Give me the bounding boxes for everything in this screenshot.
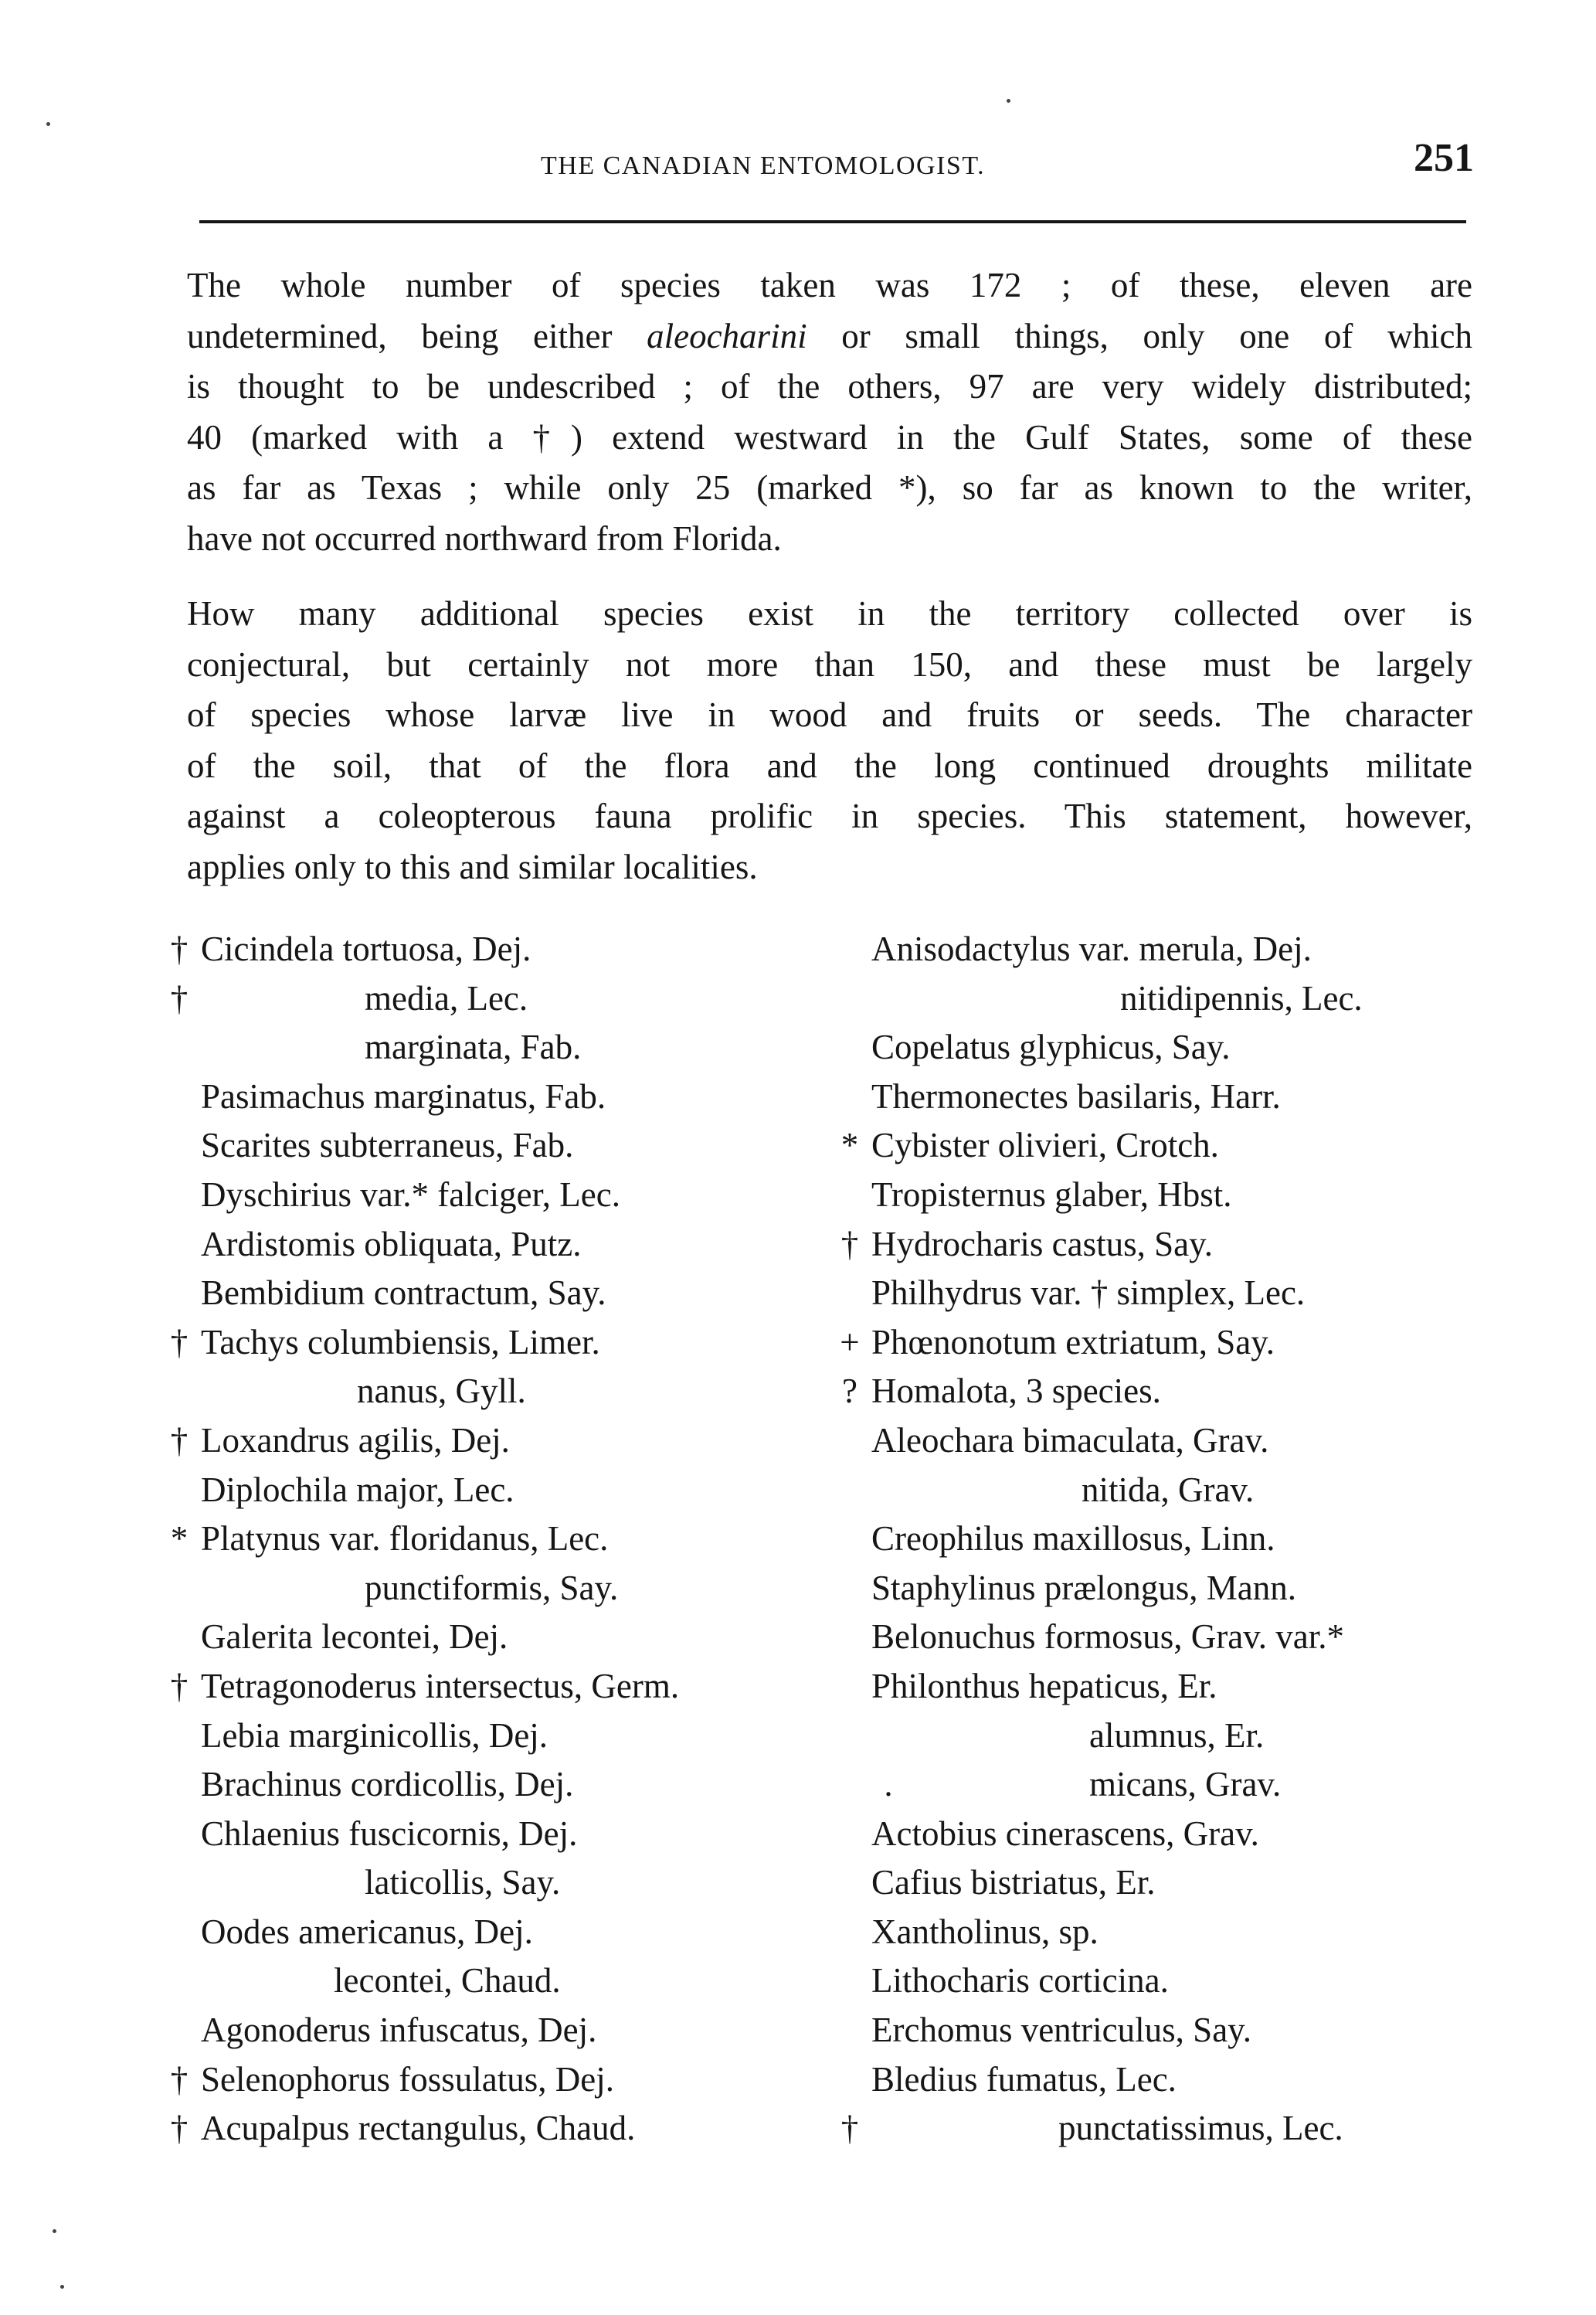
text-segment: or small things, only one of which [806,316,1472,355]
paragraph-species-count [187,260,1472,564]
text-segment: of the soil, that of the flora and the long continued droughts militate [187,746,1472,785]
text-segment: of species whose larvæ live in wood and fruits or seeds. The character [187,695,1472,734]
species-name: Lithocharis corticina. [871,1961,1169,2001]
species-entry [834,1171,1483,1220]
text-line [187,842,1472,893]
text-line [187,362,1472,413]
species-entry [834,1416,1483,1466]
text-segment: is thought to be undescribed ; of the others, 97 are very widely distributed; [187,367,1472,406]
species-entry [164,1613,813,1662]
range-mark: * [170,1519,188,1559]
print-speck [60,2285,64,2289]
species-name: nitidipennis, Lec. [1120,978,1363,1018]
text-line [187,413,1472,464]
species-name: Philonthus hepaticus, Er. [871,1666,1217,1705]
species-entry [164,1858,813,1908]
species-name: Copelatus glyphicus, Say. [871,1028,1231,1067]
species-name: Cicindela tortuosa, Dej. [201,930,531,968]
species-list-right [834,925,1483,2154]
stray-dot: . [884,1765,893,1804]
species-name: Tetragonoderus intersectus, Germ. [201,1666,680,1705]
range-mark: ? [842,1372,857,1411]
range-mark: † [170,2059,188,2099]
page-number: 251 [1414,136,1474,180]
species-entry [834,1858,1483,1908]
text-segment: undetermined, being either [187,316,647,355]
species-entry [164,1908,813,1957]
species-entry [834,1760,1483,1810]
species-name: Actobius cinerascens, Grav. [871,1814,1259,1853]
species-name: Lebia marginicollis, Dej. [201,1715,548,1755]
species-name: Pasimachus marginatus, Fab. [201,1076,606,1116]
text-line [187,463,1472,514]
species-entry [164,1073,813,1122]
species-entry [834,1121,1483,1171]
species-name: Bledius fumatus, Lec. [871,2059,1177,2099]
species-name: Aleochara bimaculata, Grav. [871,1420,1269,1460]
print-speck [1007,99,1010,103]
species-name: Galerita lecontei, Dej. [201,1617,508,1657]
range-mark: + [840,1322,860,1361]
species-entry [834,2006,1483,2055]
species-name: Philhydrus var. † simplex, Lec. [871,1273,1306,1313]
species-entry [834,1318,1483,1368]
italic-term: aleocharini [647,316,807,355]
species-entry [164,1760,813,1810]
species-entry [164,1956,813,2006]
species-entry [834,1564,1483,1613]
range-mark: † [170,930,188,968]
species-entry [834,974,1483,1024]
species-name: Brachinus cordicollis, Dej. [201,1765,574,1804]
range-mark: † [840,2109,859,2148]
species-name: marginata, Fab. [365,1028,582,1067]
species-entry [164,2055,813,2105]
running-header: THE CANADIAN ENTOMOLOGIST. [541,151,986,180]
species-name: Thermonectes basilaris, Harr. [871,1076,1281,1116]
species-entry [164,2006,813,2055]
species-name: Cafius bistriatus, Er. [871,1863,1156,1902]
text-segment: have not occurred northward from Florida. [187,518,782,558]
species-entry [834,1269,1483,1318]
species-entry [164,1318,813,1368]
species-entry [164,1023,813,1073]
species-list-left [164,925,813,2154]
paragraph-additional-species [187,589,1472,892]
species-name: Staphylinus prælongus, Mann. [871,1568,1297,1607]
range-mark: † [170,2109,188,2148]
species-name: Bembidium contractum, Say. [201,1273,606,1313]
species-name: Tropisternus glaber, Hbst. [871,1174,1232,1214]
species-name: Erchomus ventriculus, Say. [871,2011,1251,2050]
species-name: Creophilus maxillosus, Linn. [871,1519,1275,1559]
species-name: media, Lec. [365,978,528,1018]
range-mark: † [170,1322,188,1361]
species-name: micans, Grav. [1089,1765,1282,1804]
species-name: Dyschirius var.* falciger, Lec. [201,1174,620,1214]
species-entry [834,2055,1483,2105]
species-name: lecontei, Chaud. [334,1961,561,2001]
text-segment: How many additional species exist in the territory collected over is [187,594,1472,633]
species-entry [164,1712,813,1761]
species-entry [164,1269,813,1318]
range-mark: † [170,1666,188,1705]
species-name: Acupalpus rectangulus, Chaud. [201,2109,636,2148]
print-speck [53,2229,56,2233]
species-name: Loxandrus agilis, Dej. [201,1420,510,1460]
species-name: Oodes americanus, Dej. [201,1912,533,1951]
species-entry [164,1171,813,1220]
header-rule [199,220,1466,223]
text-line [187,791,1472,842]
species-entry [834,1662,1483,1712]
print-speck [46,122,50,126]
species-entry [164,1564,813,1613]
species-entry [834,1367,1483,1416]
species-entry [164,1810,813,1859]
species-name: Hydrocharis castus, Say. [871,1224,1213,1263]
species-entry [164,974,813,1024]
text-line [187,260,1472,311]
species-entry [834,1073,1483,1122]
text-line [187,514,1472,565]
range-mark: † [170,1420,188,1460]
species-name: nanus, Gyll. [357,1372,526,1411]
species-entry [834,1712,1483,1761]
text-line [187,589,1472,640]
species-entry [834,1220,1483,1270]
species-entry [164,1367,813,1416]
text-segment: as far as Texas ; while only 25 (marked *), so far as known to the writer, [187,468,1472,507]
text-segment: applies only to this and similar localities. [187,847,758,886]
species-entry [164,1514,813,1564]
species-entry [164,2104,813,2154]
text-line [187,690,1472,741]
species-name: Scarites subterraneus, Fab. [201,1126,574,1165]
species-entry [164,1662,813,1712]
species-name: Cybister olivieri, Crotch. [871,1126,1219,1165]
species-name: Agonoderus infuscatus, Dej. [201,2011,597,2050]
range-mark: † [840,1224,859,1263]
species-name: Selenophorus fossulatus, Dej. [201,2059,614,2099]
species-name: Belonuchus formosus, Grav. var.* [871,1617,1344,1657]
text-line [187,741,1472,792]
text-segment: against a coleopterous fauna prolific in species. This statement, however, [187,797,1472,835]
species-entry [164,1121,813,1171]
range-mark: † [170,978,188,1018]
species-name: Chlaenius fuscicornis, Dej. [201,1814,578,1853]
species-entry [164,1220,813,1270]
species-name: punctatissimus, Lec. [1058,2109,1343,2148]
species-entry [834,1613,1483,1662]
species-name: Homalota, 3 species. [871,1372,1161,1411]
text-line [187,640,1472,691]
species-entry [834,1514,1483,1564]
species-entry [834,1956,1483,2006]
text-segment: 40 (marked with a †) extend westward in the Gulf States, some of these [187,417,1472,457]
range-mark: * [840,1126,859,1165]
species-entry [834,1810,1483,1859]
species-entry [834,2104,1483,2154]
species-name: Platynus var. floridanus, Lec. [201,1519,609,1559]
species-name: Anisodactylus var. merula, Dej. [871,930,1312,968]
species-name: nitida, Grav. [1082,1470,1255,1509]
species-name: Xantholinus, sp. [871,1912,1099,1951]
species-name: Phœnonotum extriatum, Say. [871,1322,1275,1361]
species-entry [834,925,1483,974]
species-name: laticollis, Say. [365,1863,561,1902]
species-name: Ardistomis obliquata, Putz. [201,1224,582,1263]
species-name: punctiformis, Say. [365,1568,619,1607]
species-name: Tachys columbiensis, Limer. [201,1322,600,1361]
text-segment: conjectural, but certainly not more than 150, and these must be largely [187,644,1472,684]
species-entry [834,1023,1483,1073]
species-entry [164,1466,813,1515]
species-entry [834,1466,1483,1515]
species-name: alumnus, Er. [1089,1715,1265,1755]
text-segment: The whole number of species taken was 172 ; of these, eleven are [187,266,1472,304]
species-entry [164,925,813,974]
species-entry [164,1416,813,1466]
species-entry [834,1908,1483,1957]
species-name: Diplochila major, Lec. [201,1470,514,1509]
text-line [187,311,1472,362]
